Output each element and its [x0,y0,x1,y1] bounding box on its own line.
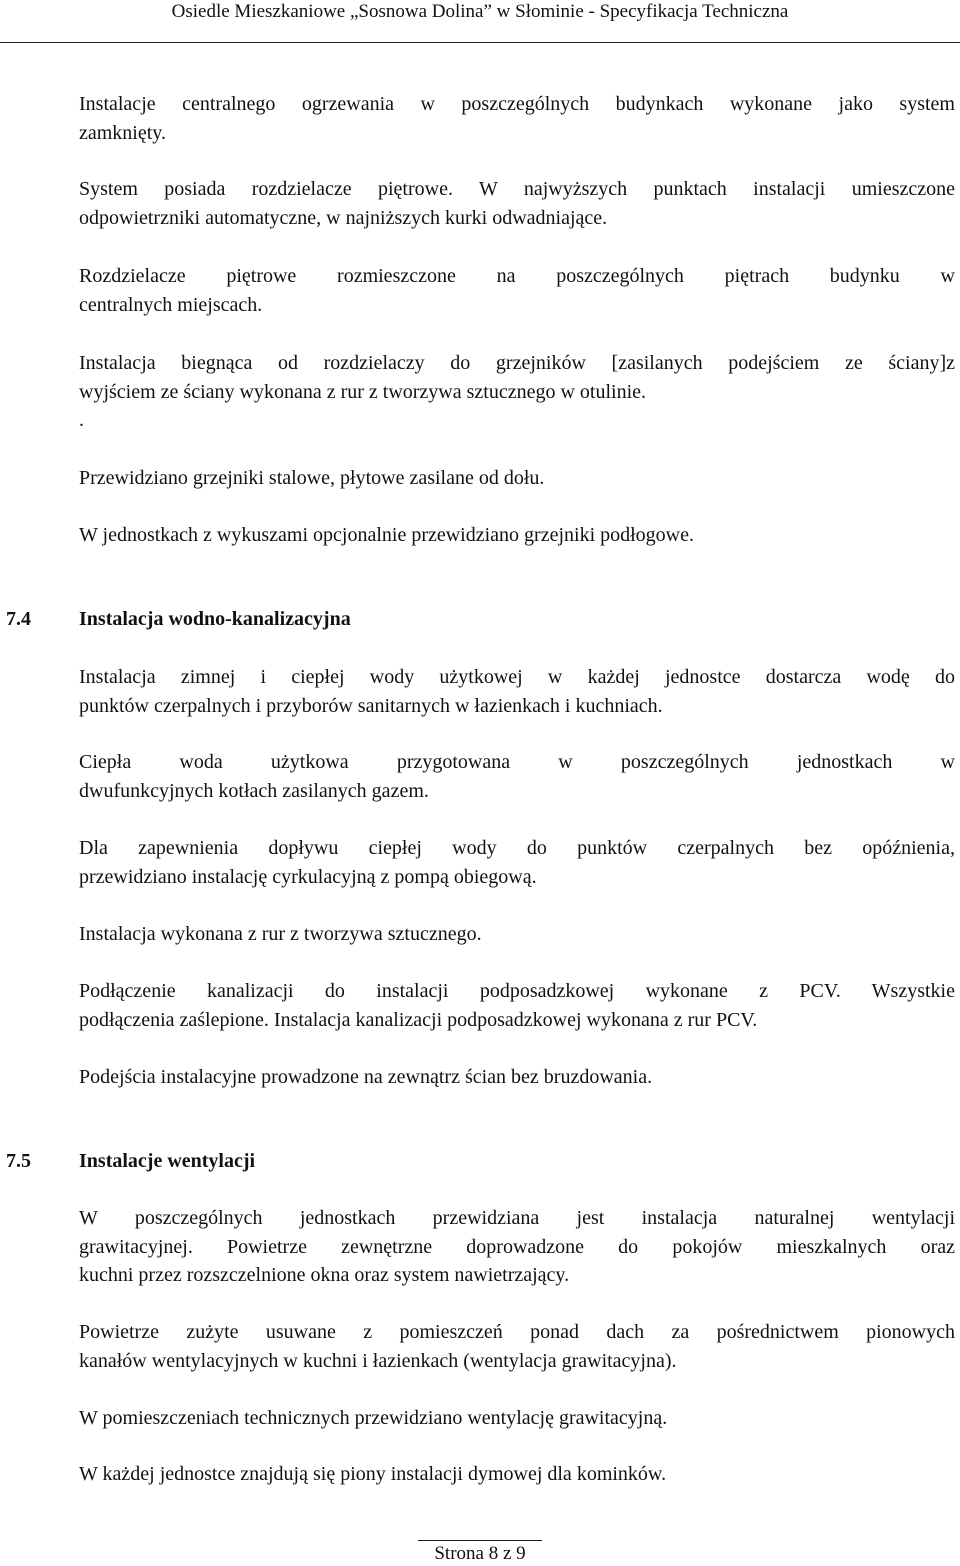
text-line: W każdej jednostce znajdują się piony instalacji dymowej dla kominków. [79,1463,667,1485]
paragraph-radiators [79,464,955,493]
text-line: zamknięty. [79,121,167,144]
text-line: W pomieszczeniach technicznych przewidziano wentylację grawitacyjną. [79,1407,668,1429]
paragraph-pipe-material [79,920,955,949]
section-heading-7-4 [6,605,351,633]
text-line: W poszczególnych jednostkach przewidziana jest instalacja naturalnej wentylacji [79,1207,955,1229]
text-line: Podłączenie kanalizacji do instalacji podposadzkowej wykonane z PCV. Wszystkie [79,980,955,1002]
paragraph-distributor-placement [79,262,955,319]
section-number: 7.4 [6,608,31,630]
text-line: W jednostkach z wykuszami opcjonalnie przewidziano grzejniki podłogowe. [79,524,694,546]
section-title: Instalacja wodno-kanalizacyjna [79,608,351,630]
text-line: dwufunkcyjnych kotłach zasilanych gazem. [79,779,429,802]
paragraph-chimneys [79,1460,955,1489]
paragraph-circulation [79,834,955,891]
paragraph-sewage [79,977,955,1034]
paragraph-piping [79,349,955,435]
text-line: Rozdzielacze piętrowe rozmieszczone na poszczególnych piętrach budynku w [79,265,955,287]
text-line: Instalacja zimnej i ciepłej wody użytkowej w każdej jednostce dostarcza wodę do [79,666,955,688]
text-line: kanałów wentylacyjnych w kuchni i łazienkach (wentylacja grawitacyjna). [79,1349,677,1372]
page-header: Osiedle Mieszkaniowe „Sosnowa Dolina” w Słominie - Specyfikacja Techniczna [171,1,789,22]
text-line: Przewidziano grzejniki stalowe, płytowe zasilane od dołu. [79,467,545,489]
paragraph-floor-heating [79,521,955,550]
text-line: Dla zapewnienia dopływu ciepłej wody do punktów czerpalnych bez opóźnienia, [79,837,955,859]
text-line: centralnych miejscach. [79,293,263,316]
paragraph-heating-system [79,90,955,147]
text-line: . [79,409,84,431]
text-line: kuchni przez rozszczelnione okna oraz system nawietrzający. [79,1264,570,1286]
paragraph-distributors [79,175,955,232]
page-number: Strona 8 z 9 [434,1543,526,1564]
text-line: Ciepła woda użytkowa przygotowana w poszczególnych jednostkach w [79,751,955,773]
paragraph-hot-water [79,748,955,805]
header-divider [0,42,960,43]
paragraph-natural-ventilation [79,1204,955,1290]
text-line: Powietrze zużyte usuwane z pomieszczeń ponad dach za pośrednictwem pionowych [79,1321,955,1343]
text-line: odpowietrzniki automatyczne, w najniższych kurki odwadniające. [79,206,608,229]
text-line: podłączenia zaślepione. Instalacja kanalizacji podposadzkowej wykonana z rur PCV. [79,1008,758,1031]
section-number: 7.5 [6,1150,31,1172]
paragraph-exhaust [79,1318,955,1375]
paragraph-connections [79,1063,955,1092]
text-line: grawitacyjnej. Powietrze zewnętrzne doprowadzone do pokojów mieszkalnych oraz [79,1235,955,1258]
text-line: Podejścia instalacyjne prowadzone na zewnątrz ścian bez bruzdowania. [79,1066,653,1088]
text-line: punktów czerpalnych i przyborów sanitarnych w łazienkach i kuchniach. [79,694,663,717]
section-heading-7-5 [6,1147,255,1175]
text-line: System posiada rozdzielacze piętrowe. W najwyższych punktach instalacji umieszczone [79,178,955,200]
paragraph-technical-rooms [79,1404,955,1433]
paragraph-water-supply [79,663,955,720]
text-line: Instalacje centralnego ogrzewania w poszczególnych budynkach wykonane jako system [79,93,955,115]
text-line: przewidziano instalację cyrkulacyjną z pompą obiegową. [79,865,537,888]
text-line: wyjściem ze ściany wykonana z rur z tworzywa sztucznego w otulinie. [79,380,647,403]
text-line: Instalacja biegnąca od rozdzielaczy do grzejników [zasilanych podejściem ze ściany]z [79,352,955,374]
section-title: Instalacje wentylacji [79,1150,256,1172]
footer-divider [418,1540,542,1541]
text-line: Instalacja wykonana z rur z tworzywa sztucznego. [79,923,482,945]
